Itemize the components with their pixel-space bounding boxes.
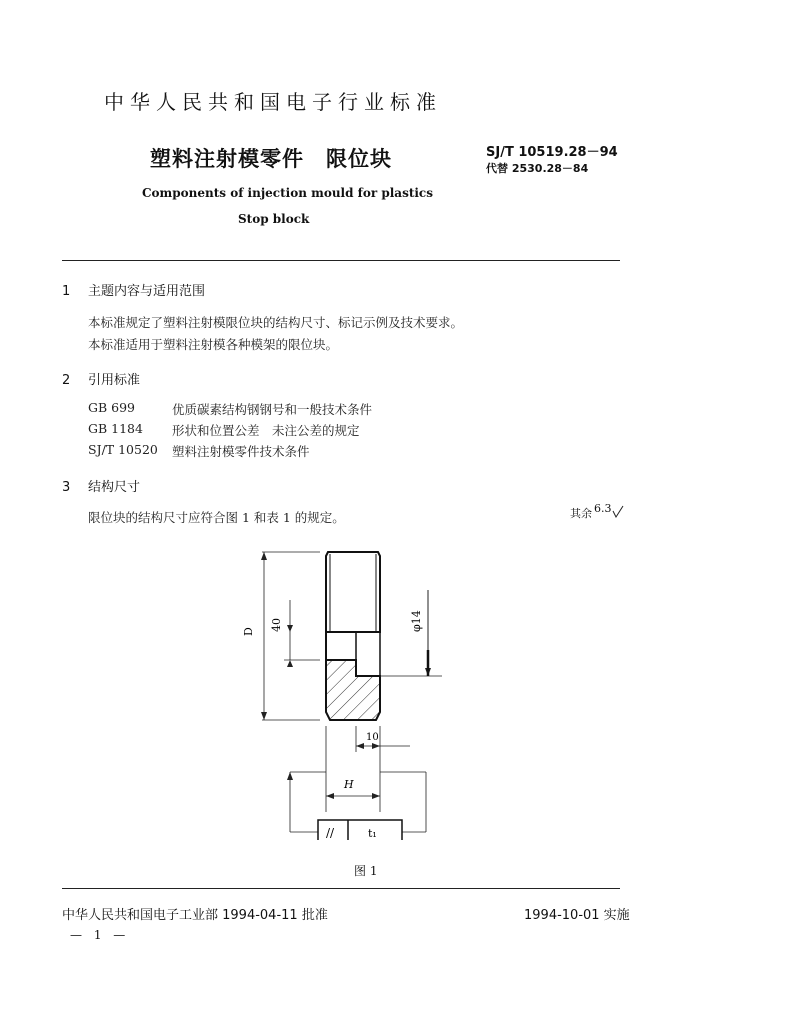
roughness-symbol-icon [594,502,624,520]
header-divider [62,260,620,261]
reference-title: 优质碳素结构钢钢号和一般技术条件 [172,402,373,417]
figure-1-caption: 图 1 [354,864,378,878]
section-title: 主题内容与适用范围 [88,284,206,299]
dim-H-label: H [344,778,354,791]
title-cn-main: 塑料注射模零件 [150,147,304,171]
stop-block-upper-outline [326,552,380,632]
document-title-en: Components of injection mould for plastics [142,186,433,200]
roughness-label: 其余 [570,507,592,520]
effective-date: 1994-10-01 实施 [524,908,630,923]
dim-40-label: 40 [270,618,283,632]
section-number: 3 [62,480,71,495]
tolerance-parallel-symbol: // [326,826,335,840]
reference-code: SJ/T 10520 [88,442,158,457]
dim-D-label: D [242,627,255,636]
document-title-cn [150,143,392,173]
standard-number: SJ/T 10519.28－94 [486,145,618,160]
section-number: 1 [62,284,71,299]
page-number: — 1 — [70,928,130,942]
dim-10-label: 10 [366,732,379,743]
stop-block-section [326,660,380,720]
reference-code: GB 1184 [88,421,143,436]
figure-1-drawing [240,540,460,840]
reference-title: 形状和位置公差 未注公差的规定 [172,423,360,438]
section-1-paragraph-2: 本标准适用于塑料注射模各种模架的限位块。 [88,337,339,352]
roughness-value: 6.3 [594,502,612,515]
footer-divider [62,888,620,889]
section-number: 2 [62,373,71,388]
surface-roughness-note [570,502,624,521]
section-1-paragraph-1: 本标准规定了塑料注射模限位块的结构尺寸、标记示例及技术要求。 [88,315,464,330]
section-1-heading [62,280,205,299]
section-2-heading [62,369,140,388]
issued-by-date: 中华人民共和国电子工业部 1994-04-11 批准 [62,908,328,923]
reference-code: GB 699 [88,400,136,415]
document-subtitle-en: Stop block [238,212,310,226]
tolerance-value: t₁ [368,827,377,840]
section-title: 引用标准 [88,373,141,388]
section-3-heading [62,476,140,495]
standard-body-header: 中华人民共和国电子行业标准 [104,90,442,114]
section-3-paragraph-1: 限位块的结构尺寸应符合图 1 和表 1 的规定。 [88,510,345,525]
dim-phi14-label: φ14 [410,610,423,632]
replaces-standard: 代替 2530.28－84 [486,162,589,175]
title-cn-sub: 限位块 [326,147,392,171]
section-title: 结构尺寸 [88,480,141,495]
reference-title: 塑料注射模零件技术条件 [172,444,310,459]
